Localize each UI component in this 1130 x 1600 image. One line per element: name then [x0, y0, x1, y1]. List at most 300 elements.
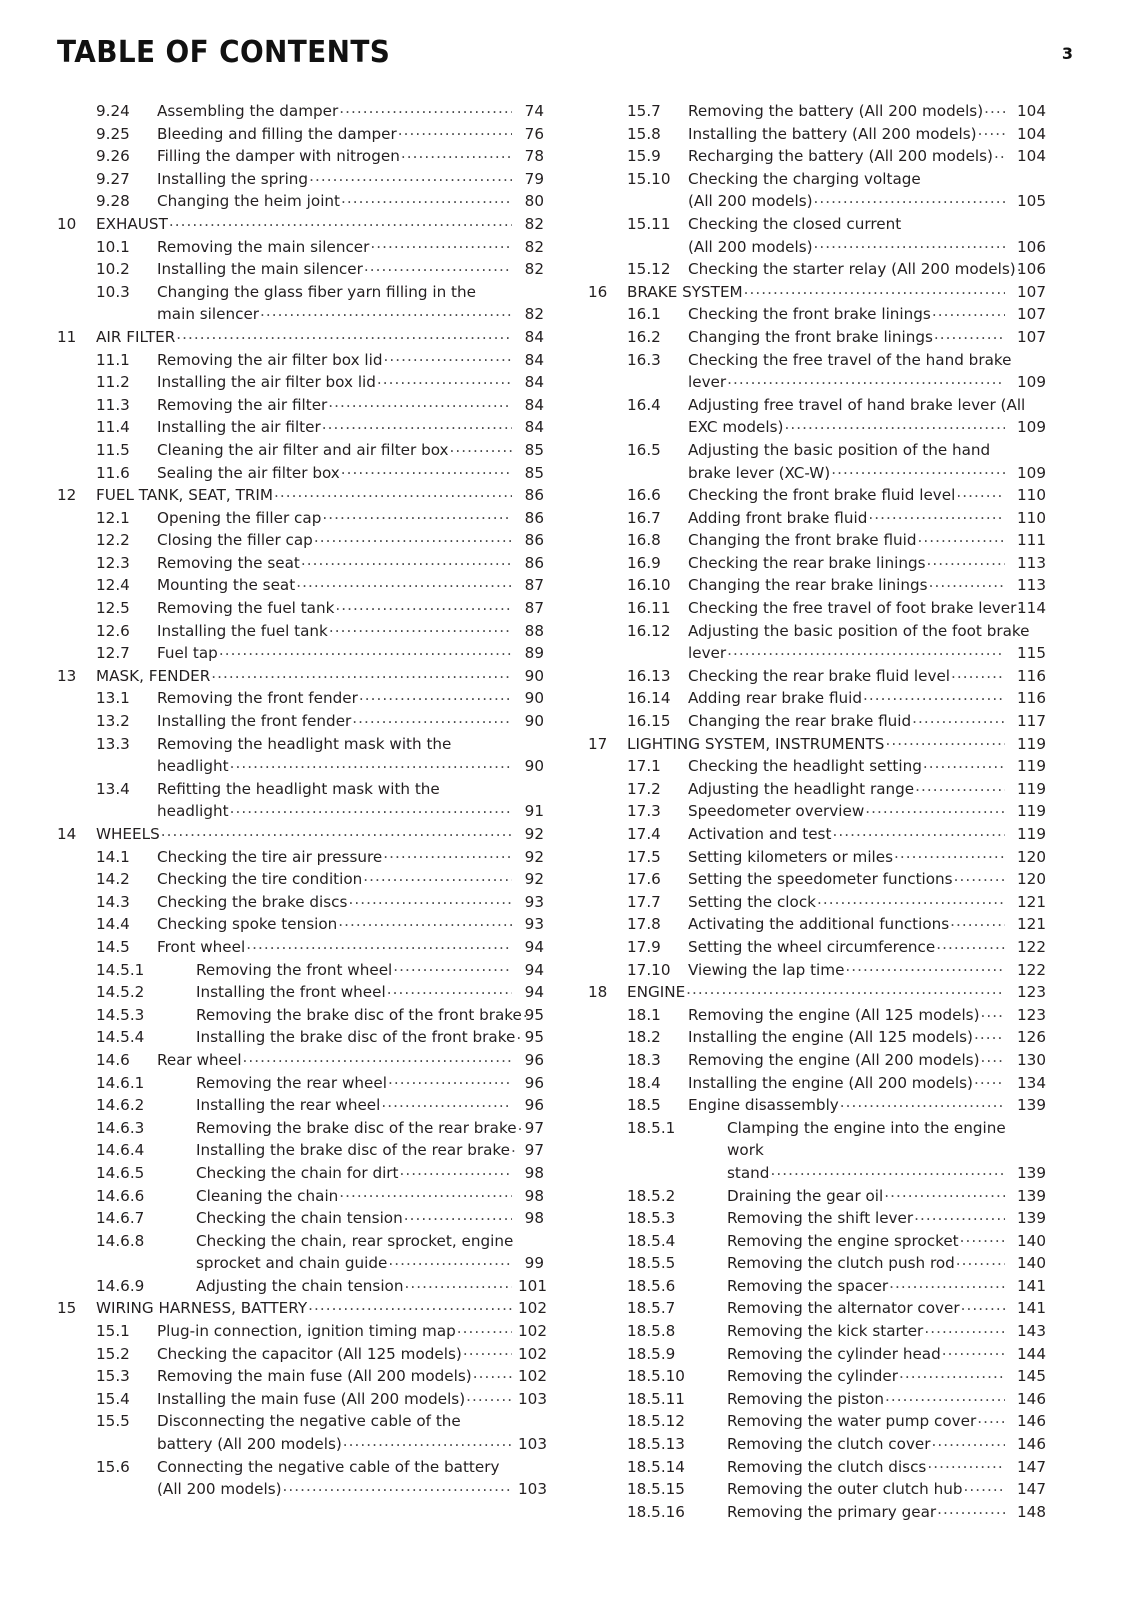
toc-entry[interactable] — [57, 213, 544, 236]
toc-entry-title-wrap — [157, 123, 513, 146]
toc-leader-dots — [927, 1456, 1005, 1471]
toc-entry-number: 10 — [57, 214, 77, 233]
toc-entry[interactable] — [57, 1162, 544, 1185]
toc-leader-dots — [348, 892, 512, 907]
toc-entry-number: 15.6 — [96, 1457, 130, 1476]
toc-entry-page: 93 — [524, 915, 544, 934]
toc-leader-dots — [686, 982, 1005, 997]
toc-entry-title: Installing the engine (All 125 models) — [688, 1028, 973, 1047]
toc-entry-page: 84 — [524, 327, 544, 346]
toc-entry[interactable] — [588, 1185, 1046, 1208]
toc-entry-page: 113 — [1017, 553, 1046, 572]
toc-leader-dots — [457, 1321, 512, 1336]
toc-entry[interactable] — [588, 213, 1046, 258]
toc-entry-title-wrap — [157, 1320, 513, 1343]
toc-entry-number: 14.6.2 — [96, 1096, 145, 1115]
toc-entry-number: 14.6 — [96, 1050, 130, 1069]
toc-entry[interactable] — [57, 778, 544, 823]
toc-entry[interactable] — [57, 868, 544, 891]
toc-entry[interactable] — [57, 1185, 544, 1208]
toc-entry-title-wrap — [688, 100, 1006, 123]
toc-leader-dots — [335, 598, 512, 613]
toc-entry[interactable] — [588, 1297, 1046, 1320]
toc-entry-title: Recharging the battery (All 200 models) — [688, 147, 993, 166]
toc-entry-title-wrap — [688, 303, 1006, 326]
toc-entry[interactable] — [57, 1230, 544, 1275]
toc-entry[interactable] — [588, 574, 1046, 597]
toc-entry[interactable] — [588, 1343, 1046, 1366]
toc-entry-number: 15.1 — [96, 1322, 130, 1341]
toc-entry[interactable] — [588, 1501, 1046, 1524]
toc-entry[interactable] — [57, 1456, 547, 1501]
toc-entry-page: 146 — [1017, 1389, 1046, 1408]
toc-entry-page: 94 — [524, 937, 544, 956]
toc-entry[interactable] — [57, 1117, 544, 1140]
toc-entry[interactable] — [57, 1275, 547, 1298]
toc-entry[interactable] — [57, 190, 544, 213]
toc-entry-title: Removing the piston — [727, 1389, 884, 1408]
toc-entry-number: 17.7 — [627, 892, 661, 911]
toc-entry-title-wrap-cont — [727, 1162, 1006, 1185]
toc-leader-dots — [230, 756, 512, 771]
toc-entry-title: Bleeding and filling the damper — [157, 124, 397, 143]
toc-entry[interactable] — [588, 394, 1046, 439]
toc-entry[interactable] — [57, 416, 544, 439]
toc-entry[interactable] — [588, 823, 1046, 846]
toc-entry[interactable] — [57, 846, 544, 869]
toc-entry-page: 114 — [1017, 599, 1046, 618]
toc-entry-number: 11.1 — [96, 350, 130, 369]
toc-entry[interactable] — [588, 733, 1046, 756]
toc-entry-line-2 — [588, 462, 1046, 485]
toc-entry-title: Removing the outer clutch hub — [727, 1480, 963, 1499]
toc-entry-number: 12.1 — [96, 508, 130, 527]
toc-entry[interactable] — [588, 778, 1046, 801]
toc-entry-title-wrap-cont — [688, 236, 1006, 259]
toc-entry[interactable] — [57, 733, 544, 778]
toc-entry[interactable] — [57, 529, 544, 552]
toc-entry[interactable] — [57, 891, 544, 914]
toc-leader-dots — [960, 1231, 1005, 1246]
toc-entry[interactable] — [57, 394, 544, 417]
toc-entry-line-2 — [57, 1433, 547, 1456]
toc-entry-title-cont: EXC models) — [688, 418, 784, 437]
toc-entry[interactable] — [57, 823, 544, 846]
toc-entry[interactable] — [588, 959, 1046, 982]
toc-entry[interactable] — [588, 1207, 1046, 1230]
toc-entry-title-wrap — [96, 665, 513, 688]
toc-entry-page: 119 — [1017, 779, 1046, 798]
toc-entry[interactable] — [588, 936, 1046, 959]
toc-entry-title-wrap — [688, 846, 1006, 869]
toc-entry-page: 122 — [1017, 937, 1046, 956]
toc-entry[interactable] — [57, 665, 544, 688]
toc-entry-page: 88 — [524, 621, 544, 640]
toc-entry-title: Checking the rear brake fluid level — [688, 666, 951, 685]
toc-entry[interactable] — [57, 1026, 544, 1049]
toc-entry-page: 147 — [1017, 1480, 1046, 1499]
toc-entry-number: 11.4 — [96, 418, 130, 437]
toc-entry-title-wrap-cont — [688, 190, 1006, 213]
toc-entry[interactable] — [57, 349, 544, 372]
toc-entry[interactable] — [588, 846, 1046, 869]
toc-entry-number: 15.5 — [96, 1412, 130, 1431]
toc-entry-title-wrap — [157, 891, 513, 914]
toc-entry-title-wrap — [688, 439, 1046, 462]
toc-entry-page: 82 — [524, 214, 544, 233]
toc-entry[interactable] — [588, 1410, 1046, 1433]
toc-entry-title-cont: lever — [688, 644, 727, 663]
toc-entry-title: Adjusting free travel of hand brake lever (All — [688, 395, 1026, 414]
toc-entry[interactable] — [588, 123, 1046, 146]
toc-entry-title-wrap — [157, 846, 513, 869]
toc-entry-page: 97 — [524, 1118, 544, 1137]
toc-entry[interactable] — [57, 1049, 544, 1072]
toc-entry[interactable] — [57, 687, 544, 710]
toc-entry[interactable] — [57, 326, 544, 349]
toc-entry[interactable] — [588, 620, 1046, 665]
toc-leader-dots — [246, 937, 512, 952]
toc-entry-title: Cleaning the chain — [196, 1186, 339, 1205]
toc-entry-number: 15 — [57, 1299, 77, 1318]
toc-entry[interactable] — [588, 868, 1046, 891]
toc-entry-title: Installing the fuel tank — [157, 621, 328, 640]
toc-entry[interactable] — [57, 574, 544, 597]
toc-entry[interactable] — [588, 303, 1046, 326]
toc-entry[interactable] — [57, 1297, 547, 1320]
toc-entry-page: 141 — [1017, 1299, 1046, 1318]
toc-entry-title-wrap — [196, 1185, 513, 1208]
toc-entry[interactable] — [588, 1320, 1046, 1343]
toc-entry[interactable] — [57, 371, 544, 394]
toc-entry[interactable] — [57, 100, 544, 123]
toc-entry-page: 98 — [524, 1186, 544, 1205]
toc-entry[interactable] — [588, 687, 1046, 710]
toc-entry-line-1 — [588, 394, 1046, 417]
toc-entry[interactable] — [57, 168, 544, 191]
toc-entry[interactable] — [57, 1004, 544, 1027]
toc-entry-title-wrap — [157, 371, 513, 394]
toc-leader-dots — [169, 214, 512, 229]
toc-entry[interactable] — [588, 891, 1046, 914]
toc-leader-dots — [328, 395, 512, 410]
toc-entry-number: 18.5.13 — [627, 1435, 685, 1454]
toc-entry-title-wrap — [157, 913, 513, 936]
toc-entry-page: 107 — [1017, 282, 1046, 301]
toc-leader-dots — [914, 1208, 1005, 1223]
toc-entry-number: 14.6.8 — [96, 1231, 145, 1250]
toc-entry-page: 116 — [1017, 689, 1046, 708]
toc-entry-number: 14.6.9 — [96, 1276, 145, 1295]
toc-entry[interactable] — [57, 1139, 544, 1162]
toc-entry-page: 147 — [1017, 1457, 1046, 1476]
toc-entry[interactable] — [588, 1252, 1046, 1275]
toc-entry[interactable] — [588, 168, 1046, 213]
toc-entry-number: 13.3 — [96, 734, 130, 753]
toc-leader-dots — [924, 1321, 1005, 1336]
toc-entry[interactable] — [57, 1343, 547, 1366]
toc-entry-title-wrap — [196, 1026, 516, 1049]
toc-entry[interactable] — [588, 1026, 1046, 1049]
toc-leader-dots — [961, 1298, 1005, 1313]
toc-entry-number: 18.5.8 — [627, 1322, 676, 1341]
toc-leader-dots — [845, 959, 1005, 974]
toc-entry[interactable] — [57, 258, 544, 281]
toc-leader-dots — [918, 530, 1006, 545]
toc-entry-page: 90 — [524, 689, 544, 708]
toc-leader-dots — [473, 1366, 512, 1381]
toc-entry[interactable] — [57, 1365, 547, 1388]
toc-leader-dots — [956, 1253, 1005, 1268]
toc-entry[interactable] — [57, 913, 544, 936]
toc-entry[interactable] — [588, 1072, 1046, 1095]
toc-entry-title: WIRING HARNESS, BATTERY — [96, 1299, 308, 1318]
toc-entry-page: 102 — [518, 1367, 547, 1386]
toc-entry-title: EXHAUST — [96, 214, 168, 233]
toc-entry-title: Checking the charging voltage — [688, 169, 921, 188]
toc-entry[interactable] — [588, 507, 1046, 530]
toc-entry[interactable] — [57, 936, 544, 959]
toc-entry-title: Checking the free travel of the hand brake — [688, 350, 1012, 369]
toc-entry[interactable] — [588, 800, 1046, 823]
toc-entry[interactable] — [588, 1433, 1046, 1456]
toc-entry[interactable] — [588, 1117, 1046, 1185]
toc-entry-title: Installing the front fender — [157, 712, 352, 731]
toc-entry-title-wrap — [688, 755, 1006, 778]
toc-entry-title-wrap — [157, 394, 513, 417]
toc-entry-number: 14.6.3 — [96, 1118, 145, 1137]
toc-leader-dots — [388, 1253, 512, 1268]
toc-entry-number: 14.5.3 — [96, 1005, 145, 1024]
toc-entry-line-1 — [57, 778, 544, 801]
toc-entry[interactable] — [57, 439, 544, 462]
toc-entry-title-wrap-cont — [688, 462, 1006, 485]
toc-entry[interactable] — [588, 145, 1046, 168]
toc-entry-title-wrap — [727, 1410, 1006, 1433]
toc-entry[interactable] — [588, 1049, 1046, 1072]
toc-entry[interactable] — [57, 981, 544, 1004]
toc-entry-title-wrap — [157, 281, 544, 304]
toc-entry-line-2 — [57, 1478, 547, 1501]
toc-entry-page: 113 — [1017, 576, 1046, 595]
toc-entry-page: 86 — [524, 553, 544, 572]
toc-entry[interactable] — [588, 529, 1046, 552]
toc-entry-title: Changing the glass fiber yarn filling in the — [157, 282, 476, 301]
toc-entry-title: Checking the closed current — [688, 214, 902, 233]
toc-entry-number: 15.10 — [627, 169, 671, 188]
toc-entry[interactable] — [588, 258, 1046, 281]
toc-entry-number: 18.3 — [627, 1050, 661, 1069]
toc-entry-page: 82 — [524, 237, 544, 256]
toc-entry-number: 16.4 — [627, 395, 661, 414]
toc-entry-page: 107 — [1017, 305, 1046, 324]
toc-entry[interactable] — [588, 665, 1046, 688]
toc-entry-number: 14.4 — [96, 915, 130, 934]
toc-entry[interactable] — [588, 349, 1046, 394]
toc-entry-title-wrap — [688, 552, 1006, 575]
toc-entry-title-wrap — [688, 168, 1046, 191]
toc-entry-title: Speedometer overview — [688, 802, 865, 821]
toc-entry-title-wrap — [196, 959, 513, 982]
toc-entry-number: 16.15 — [627, 712, 671, 731]
toc-entry-line-2 — [588, 416, 1046, 439]
toc-entry[interactable] — [588, 597, 1046, 620]
toc-entry-page: 101 — [518, 1276, 547, 1295]
toc-entry[interactable] — [588, 710, 1046, 733]
toc-entry-line-1 — [57, 733, 544, 756]
toc-entry[interactable] — [57, 552, 544, 575]
toc-leader-dots — [296, 575, 512, 590]
toc-leader-dots — [934, 327, 1005, 342]
toc-leader-dots — [977, 1411, 1005, 1426]
toc-entry-number: 17.8 — [627, 915, 661, 934]
toc-entry-number: 17.10 — [627, 960, 671, 979]
toc-leader-dots — [393, 959, 512, 974]
toc-entry[interactable] — [588, 100, 1046, 123]
toc-entry-number: 9.26 — [96, 147, 130, 166]
toc-entry[interactable] — [57, 1207, 544, 1230]
toc-entry-title-wrap — [157, 733, 544, 756]
toc-entry[interactable] — [588, 1478, 1046, 1501]
toc-entry-title-wrap-cont — [157, 800, 513, 823]
toc-leader-dots — [927, 553, 1006, 568]
toc-entry-title-wrap — [727, 1117, 1046, 1162]
toc-leader-dots — [840, 1095, 1005, 1110]
toc-entry-title: Adjusting the chain tension — [196, 1276, 404, 1295]
toc-entry-page: 109 — [1017, 418, 1046, 437]
toc-entry[interactable] — [57, 507, 544, 530]
toc-entry-number: 14.6.6 — [96, 1186, 145, 1205]
toc-entry-title-wrap-cont — [688, 642, 1006, 665]
toc-entry[interactable] — [57, 281, 544, 326]
toc-entry-number: 9.24 — [96, 102, 130, 120]
toc-entry-line-2 — [57, 1252, 544, 1275]
toc-entry-title-wrap — [196, 981, 513, 1004]
toc-entry[interactable] — [57, 597, 544, 620]
toc-column-left — [57, 100, 547, 1501]
toc-entry[interactable] — [57, 145, 544, 168]
toc-entry-number: 11.2 — [96, 373, 130, 392]
toc-entry-page: 130 — [1017, 1050, 1046, 1069]
toc-entry-title: BRAKE SYSTEM — [627, 282, 743, 301]
toc-leader-dots — [784, 417, 1005, 432]
toc-entry[interactable] — [588, 1275, 1046, 1298]
toc-entry-title-wrap — [157, 1049, 513, 1072]
toc-entry[interactable] — [57, 1388, 547, 1411]
toc-entry[interactable] — [57, 710, 544, 733]
toc-entry-title: Checking the front brake fluid level — [688, 486, 956, 505]
toc-entry-title-wrap — [688, 529, 1006, 552]
toc-leader-dots — [942, 1343, 1005, 1358]
toc-entry-title: Removing the cylinder head — [727, 1344, 941, 1363]
toc-entry-title-wrap — [688, 145, 1006, 168]
toc-entry[interactable] — [588, 1094, 1046, 1117]
toc-leader-dots — [831, 462, 1005, 477]
toc-entry-title: Assembling the damper — [157, 102, 339, 120]
toc-entry[interactable] — [588, 755, 1046, 778]
toc-entry[interactable] — [57, 123, 544, 146]
toc-entry[interactable] — [588, 913, 1046, 936]
toc-entry-page: 79 — [524, 169, 544, 188]
toc-entry-page: 92 — [524, 870, 544, 889]
toc-entry-title-wrap — [96, 484, 513, 507]
toc-entry[interactable] — [57, 236, 544, 259]
toc-entry[interactable] — [588, 1456, 1046, 1479]
toc-entry-title-wrap — [157, 145, 513, 168]
toc-entry-number: 12.5 — [96, 599, 130, 618]
toc-entry-title-wrap — [727, 1185, 1006, 1208]
toc-entry[interactable] — [588, 1365, 1046, 1388]
toc-entry-title: Clamping the engine into the engine work — [727, 1118, 1006, 1160]
toc-entry-title: Checking the chain for dirt — [196, 1163, 399, 1182]
toc-entry[interactable] — [57, 959, 544, 982]
toc-entry[interactable] — [57, 1094, 544, 1117]
toc-entry-page: 104 — [1017, 147, 1046, 166]
toc-entry-page: 121 — [1017, 892, 1046, 911]
toc-entry-title: Removing the alternator cover — [727, 1299, 960, 1318]
toc-entry-number: 18.5.12 — [627, 1412, 685, 1431]
toc-leader-dots — [915, 779, 1005, 794]
toc-entry-title-wrap — [688, 823, 1006, 846]
toc-leader-dots — [894, 846, 1005, 861]
toc-entry[interactable] — [588, 1388, 1046, 1411]
toc-entry[interactable] — [57, 484, 544, 507]
toc-entry-title: Installing the spring — [157, 169, 309, 188]
toc-entry-number: 14.1 — [96, 847, 130, 866]
toc-entry-title-wrap — [157, 642, 513, 665]
toc-entry-title: LIGHTING SYSTEM, INSTRUMENTS — [627, 734, 885, 753]
toc-entry-number: 18.5.16 — [627, 1502, 685, 1521]
toc-entry[interactable] — [57, 1410, 547, 1455]
toc-entry-page: 99 — [524, 1254, 544, 1273]
toc-entry-title-wrap-cont — [157, 1433, 513, 1456]
toc-entry[interactable] — [57, 462, 544, 485]
toc-leader-dots — [1017, 598, 1023, 613]
toc-entry[interactable] — [57, 642, 544, 665]
toc-entry[interactable] — [588, 281, 1046, 304]
toc-entry[interactable] — [588, 1230, 1046, 1253]
toc-entry[interactable] — [588, 484, 1046, 507]
toc-entry-title: Removing the fuel tank — [157, 599, 335, 618]
toc-entry[interactable] — [588, 326, 1046, 349]
toc-entry[interactable] — [57, 1072, 544, 1095]
toc-entry-title-cont: (All 200 models) — [157, 1480, 282, 1499]
toc-leader-dots — [322, 417, 512, 432]
toc-entry-number: 15.7 — [627, 102, 661, 120]
toc-entry-page: 95 — [524, 1028, 544, 1047]
toc-entry-line-2 — [588, 642, 1046, 665]
toc-entry[interactable] — [588, 1004, 1046, 1027]
toc-entry-title: Checking the free travel of foot brake lever — [688, 599, 1017, 618]
toc-entry[interactable] — [57, 1320, 547, 1343]
toc-entry[interactable] — [588, 981, 1046, 1004]
toc-entry[interactable] — [57, 620, 544, 643]
toc-entry-title-wrap — [688, 868, 1006, 891]
toc-entry-number: 18 — [588, 983, 608, 1002]
toc-entry-title-wrap — [196, 1094, 513, 1117]
toc-entry-title: Checking spoke tension — [157, 915, 338, 934]
toc-entry-line-1 — [588, 1117, 1046, 1162]
toc-entry[interactable] — [588, 439, 1046, 484]
toc-entry[interactable] — [588, 552, 1046, 575]
toc-entry-page: 126 — [1017, 1028, 1046, 1047]
toc-entry-page: 85 — [524, 440, 544, 459]
toc-leader-dots — [937, 1502, 1005, 1517]
toc-entry-number: 11.3 — [96, 395, 130, 414]
toc-leader-dots — [466, 1389, 512, 1404]
toc-entry-title: Removing the engine (All 200 models) — [688, 1050, 980, 1069]
toc-entry-title-wrap — [688, 959, 1006, 982]
